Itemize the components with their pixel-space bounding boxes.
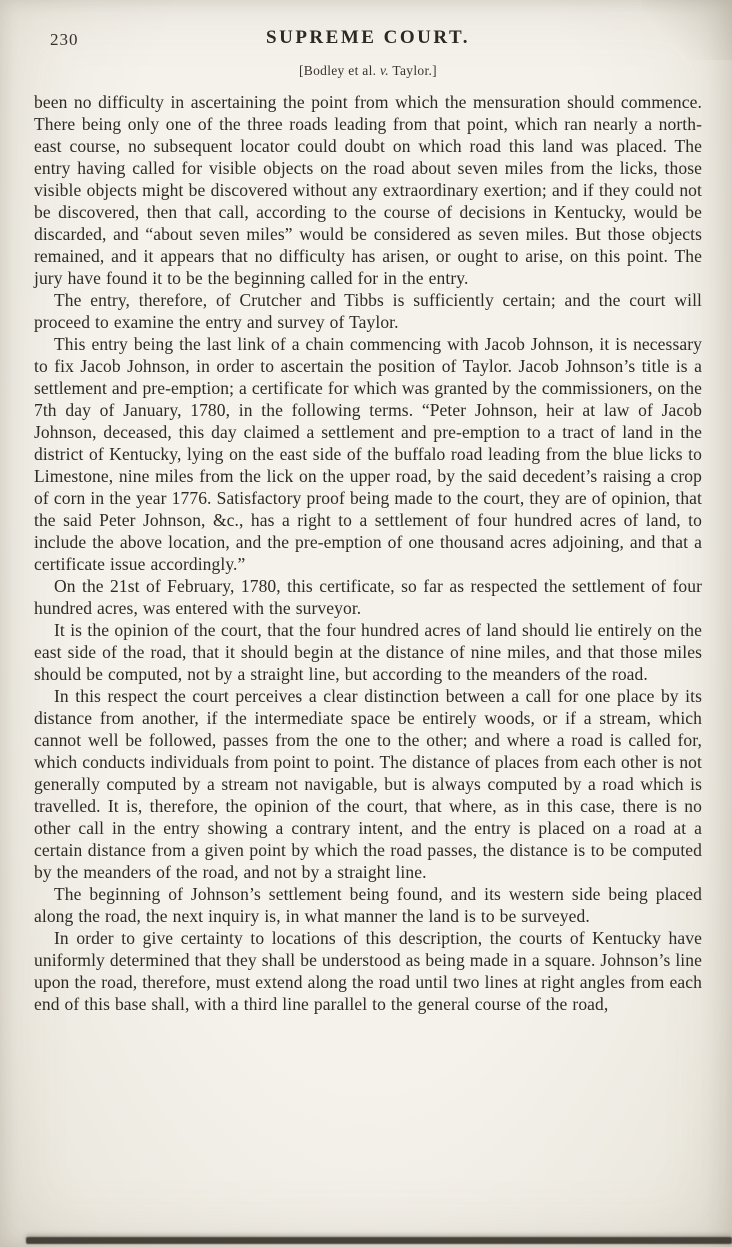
paragraph-8: In order to give certainty to locations of this description, the courts of Kentucky have uniformly determined that they shall be understood as being made in a square. Johnson’s line upon the road, therefore, must extend along the road until two lines at right angles from each end of this base shall, with a third line parallel to the general course of the road, xyxy=(34,928,702,1014)
paragraph-7: The beginning of Johnson’s settlement being found, and its western side being placed along the road, the next inquiry is, in what manner the land is to be surveyed. xyxy=(34,884,702,926)
paragraph-2: The entry, therefore, of Crutcher and Tibbs is sufficiently certain; and the court will proceed to examine the entry and survey of Taylor. xyxy=(34,290,702,332)
scan-edge-artifact xyxy=(26,1237,732,1244)
paragraph-3: This entry being the last link of a chain commencing with Jacob Johnson, it is necessary to fix Jacob Johnson, in order to ascertain the position of Taylor. Jacob Johnson’s title is a settlement and pre-emption; a certificate for which was granted by the commissioners, on the 7th day of January, 1780, in the following terms. “Peter Johnson, heir at law of Jacob Johnson, deceased, this day claimed a settlement and pre-emption to a tract of land in the district of Kentucky, lying on the east side of the buffalo road leading from the blue licks to Limestone, nine miles from the lick on the upper road, by the said decedent’s raising a crop of corn in the year 1776. Satisfactory proof being made to the court, they are of opinion, that the said Peter Johnson, &c., has a right to a settlement of four hundred acres of land, to include the above location, and the pre-emption of one thousand acres adjoining, and that a certificate issue accordingly.” xyxy=(34,334,702,574)
page-header xyxy=(34,24,702,56)
body-text xyxy=(34,91,702,1015)
page-number: 230 xyxy=(50,30,79,49)
case-citation xyxy=(34,63,702,79)
case-citation-suffix: Taylor.] xyxy=(388,63,437,78)
paragraph-6: In this respect the court perceives a clear distinction between a call for one place by its distance from another, if the intermediate space be entirely woods, or if a stream, which cannot well be followed, passes from the one to the other; and where a road is called for, which conducts individuals from point to point. The distance of places from each other is not generally computed by a stream not navigable, but is always computed by a road which is travelled. It is, therefore, the opinion of the court, that where, as in this case, there is no other call in the entry showing a contrary intent, and the entry is placed on a road at a certain distance from a given point by which the road passes, the distance is to be computed by the meanders of the road, and not by a straight line. xyxy=(34,686,702,882)
running-head: SUPREME COURT. xyxy=(266,27,470,48)
paragraph-5: It is the opinion of the court, that the four hundred acres of land should lie entirely on the east side of the road, that it should begin at the distance of nine miles, and that those miles should be computed, not by a straight line, but according to the meanders of the road. xyxy=(34,620,702,684)
case-citation-prefix: [Bodley et al. xyxy=(299,63,380,78)
paragraph-1: been no difficulty in ascertaining the point from which the mensuration should commence. There being only one of the three roads leading from that point, which ran nearly a north-east course, no subsequent locator could doubt on which road this land was placed. The entry having called for visible objects on the road about seven miles from the licks, those visible objects might be discovered without any extraordinary exertion; and if they could not be discovered, then that call, according to the course of decisions in Kentucky, would be discarded, and “about seven miles” would be considered as seven miles. But those objects remained, and it appears that no difficulty has arisen, or ought to arise, on this point. The jury have found it to be the beginning called for in the entry. xyxy=(34,92,702,288)
case-citation-versus: v. xyxy=(380,63,389,78)
paragraph-4: On the 21st of February, 1780, this certificate, so far as respected the settlement of four hundred acres, was entered with the surveyor. xyxy=(34,576,702,618)
